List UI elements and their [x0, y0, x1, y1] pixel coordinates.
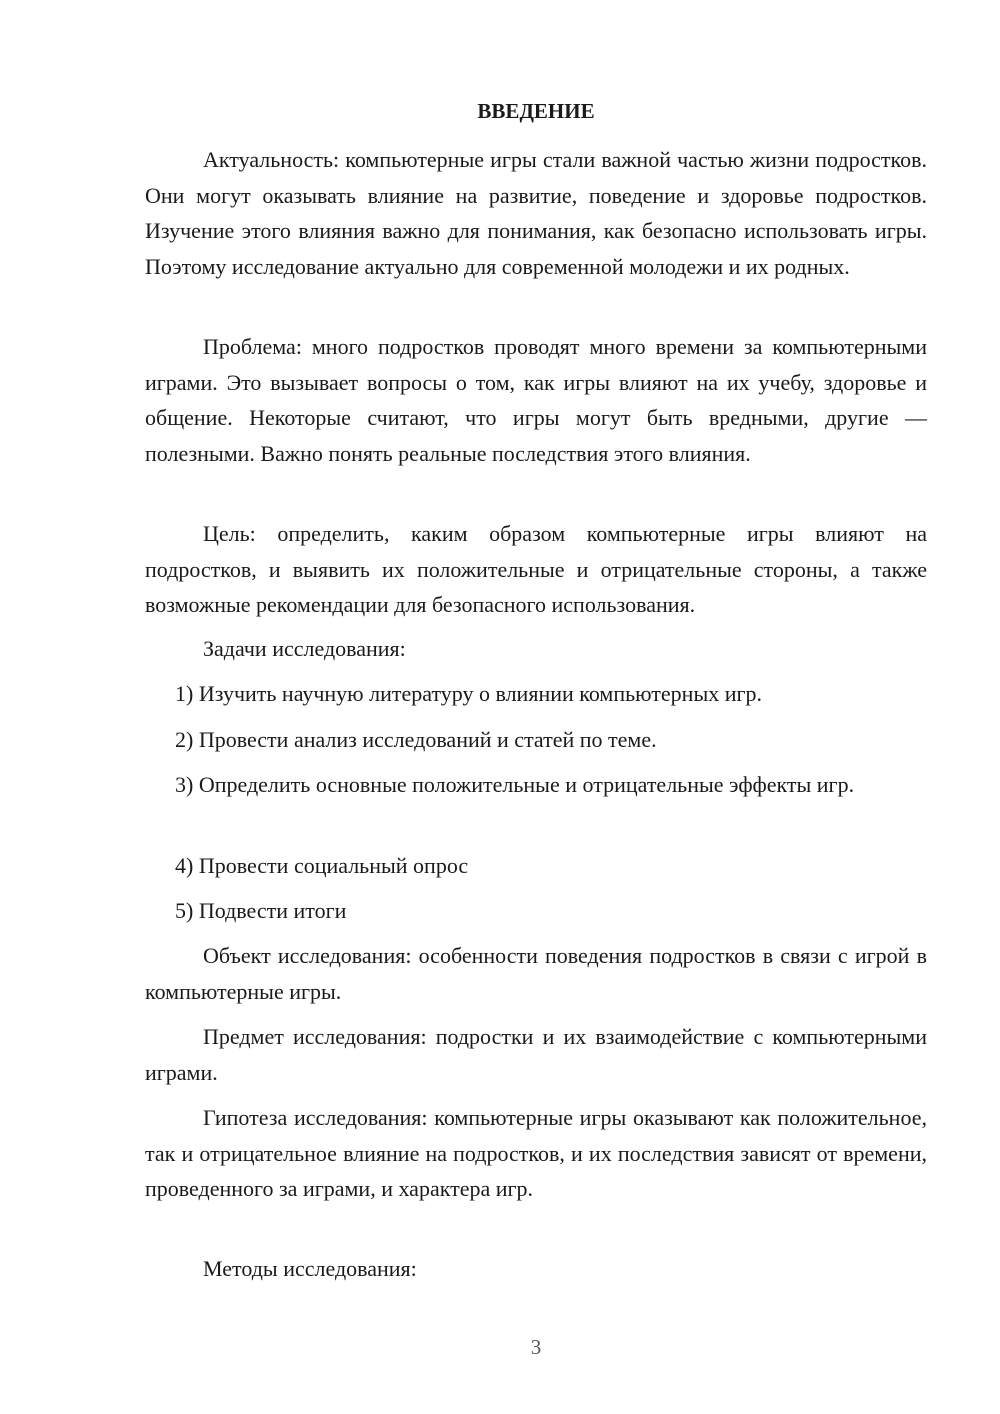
list-item: 2) Провести анализ исследований и статей по теме.	[175, 727, 657, 752]
paragraph-goal: Цель: определить, каким образом компьютерные игры влияют на подростков, и выявить их положительные и отрицательные стороны, а также возможные рекомендации для безопасного использования.	[145, 521, 927, 617]
paragraph-hypothesis: Гипотеза исследования: компьютерные игры оказывают как положительное, так и отрицательное влияние на подростков, и их последствия зависят от времени, проведенного за играми, и характера игр.	[145, 1105, 927, 1201]
page-title: ВВЕДЕНИЕ	[477, 99, 595, 123]
paragraph-relevance: Актуальность: компьютерные игры стали важной частью жизни подростков. Они могут оказывать влияние на развитие, поведение и здоровье подростков. Изучение этого влияния важно для понимания, как безопасно использовать игры. Поэтому исследование актуально для современной молодежи и их родных.	[145, 147, 927, 279]
tasks-heading: Задачи исследования:	[203, 636, 406, 661]
paragraph-object: Объект исследования: особенности поведения подростков в связи с игрой в компьютерные игры.	[145, 943, 927, 1004]
list-item: 5) Подвести итоги	[175, 898, 347, 923]
list-item: 3) Определить основные положительные и отрицательные эффекты игр.	[175, 772, 855, 797]
list-item: 4) Провести социальный опрос	[175, 853, 469, 878]
paragraph-subject: Предмет исследования: подростки и их взаимодействие с компьютерными играми.	[145, 1024, 927, 1085]
paragraph-problem: Проблема: много подростков проводят много времени за компьютерными играми. Это вызывает вопросы о том, как игры влияют на их учебу, здоровье и общение. Некоторые считают, что игры могут быть вредными, другие — полезными. Важно понять реальные последствия этого влияния.	[145, 334, 927, 466]
methods-heading: Методы исследования:	[203, 1256, 417, 1281]
list-item: 1) Изучить научную литературу о влиянии компьютерных игр.	[175, 681, 763, 706]
page-number: 3	[530, 1335, 542, 1359]
